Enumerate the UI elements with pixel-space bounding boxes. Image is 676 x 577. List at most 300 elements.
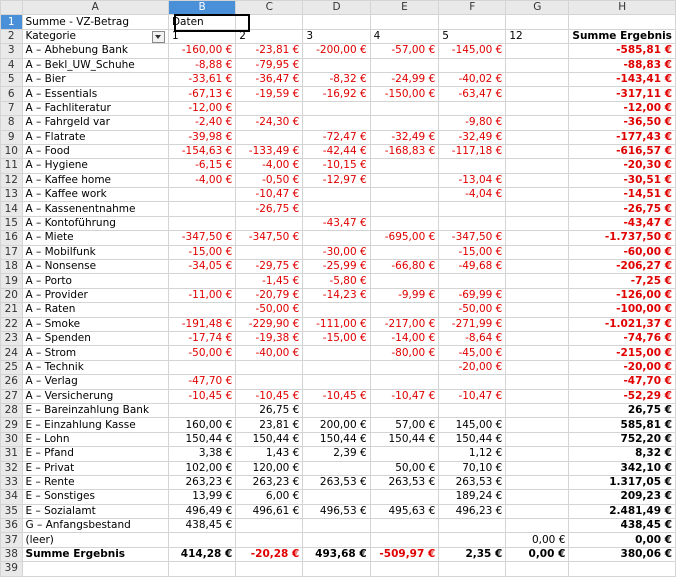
category-cell[interactable]: E – Privat: [22, 461, 168, 475]
value-cell[interactable]: [506, 461, 569, 475]
column-header-f[interactable]: F: [439, 1, 506, 15]
category-cell[interactable]: G – Anfangsbestand: [22, 519, 168, 533]
value-cell[interactable]: 150,44 €: [370, 432, 439, 446]
value-cell[interactable]: -67,13 €: [168, 87, 235, 101]
value-cell[interactable]: [506, 418, 569, 432]
value-cell[interactable]: [370, 360, 439, 374]
value-cell[interactable]: -50,00 €: [439, 303, 506, 317]
row-header[interactable]: 15: [1, 216, 23, 230]
value-cell[interactable]: [506, 303, 569, 317]
value-cell[interactable]: [506, 173, 569, 187]
value-cell[interactable]: [506, 159, 569, 173]
value-cell[interactable]: [439, 519, 506, 533]
cell[interactable]: [506, 562, 569, 576]
category-cell[interactable]: E – Lohn: [22, 432, 168, 446]
value-cell[interactable]: -160,00 €: [168, 44, 235, 58]
value-cell[interactable]: [506, 231, 569, 245]
row-total-cell[interactable]: 438,45 €: [569, 519, 676, 533]
value-cell[interactable]: [506, 317, 569, 331]
value-cell[interactable]: 1,12 €: [439, 447, 506, 461]
value-cell[interactable]: [439, 159, 506, 173]
category-cell[interactable]: A – Smoke: [22, 317, 168, 331]
value-cell[interactable]: [236, 101, 303, 115]
row-header[interactable]: 29: [1, 418, 23, 432]
value-cell[interactable]: [506, 116, 569, 130]
row-total-cell[interactable]: -12,00 €: [569, 101, 676, 115]
cell[interactable]: [439, 15, 506, 29]
row-header[interactable]: 21: [1, 303, 23, 317]
cell[interactable]: [22, 562, 168, 576]
value-cell[interactable]: -42,44 €: [303, 144, 370, 158]
value-cell[interactable]: [506, 216, 569, 230]
category-cell[interactable]: A – Spenden: [22, 331, 168, 345]
row-header[interactable]: 1: [1, 15, 23, 29]
value-cell[interactable]: -8,88 €: [168, 58, 235, 72]
value-cell[interactable]: [370, 188, 439, 202]
pivot-data-field-cell[interactable]: Daten: [168, 15, 235, 29]
cell[interactable]: [439, 562, 506, 576]
category-cell[interactable]: A – Mobilfunk: [22, 245, 168, 259]
value-cell[interactable]: -26,75 €: [236, 202, 303, 216]
value-cell[interactable]: -10,47 €: [439, 389, 506, 403]
category-cell[interactable]: A – Kaffee home: [22, 173, 168, 187]
cell[interactable]: [236, 562, 303, 576]
value-cell[interactable]: 496,61 €: [236, 504, 303, 518]
row-total-cell[interactable]: 0,00 €: [569, 533, 676, 547]
value-cell[interactable]: -12,97 €: [303, 173, 370, 187]
row-header[interactable]: 31: [1, 447, 23, 461]
value-cell[interactable]: [506, 346, 569, 360]
value-cell[interactable]: [439, 375, 506, 389]
value-cell[interactable]: 263,53 €: [370, 475, 439, 489]
value-cell[interactable]: [439, 58, 506, 72]
value-cell[interactable]: -6,15 €: [168, 159, 235, 173]
value-cell[interactable]: [506, 202, 569, 216]
category-cell[interactable]: E – Sonstiges: [22, 490, 168, 504]
value-cell[interactable]: -133,49 €: [236, 144, 303, 158]
value-cell[interactable]: -20,00 €: [439, 360, 506, 374]
value-cell[interactable]: -15,00 €: [168, 245, 235, 259]
value-cell[interactable]: -50,00 €: [168, 346, 235, 360]
value-cell[interactable]: [303, 519, 370, 533]
column-header-h[interactable]: H: [569, 1, 676, 15]
column-header-a[interactable]: A: [22, 1, 168, 15]
row-header[interactable]: 10: [1, 144, 23, 158]
pivot-column-header[interactable]: 12: [506, 29, 569, 43]
value-cell[interactable]: [506, 490, 569, 504]
value-cell[interactable]: -4,04 €: [439, 188, 506, 202]
grand-total-cell[interactable]: 414,28 €: [168, 547, 235, 561]
column-header-d[interactable]: D: [303, 1, 370, 15]
category-cell[interactable]: A – Fachliteratur: [22, 101, 168, 115]
value-cell[interactable]: [506, 72, 569, 86]
value-cell[interactable]: [168, 533, 235, 547]
value-cell[interactable]: [506, 188, 569, 202]
row-header[interactable]: 20: [1, 288, 23, 302]
value-cell[interactable]: [236, 533, 303, 547]
value-cell[interactable]: -40,00 €: [236, 346, 303, 360]
value-cell[interactable]: -9,80 €: [439, 116, 506, 130]
cell[interactable]: [236, 15, 303, 29]
value-cell[interactable]: [506, 389, 569, 403]
value-cell[interactable]: [370, 447, 439, 461]
value-cell[interactable]: 263,53 €: [439, 475, 506, 489]
category-cell[interactable]: E – Bareinzahlung Bank: [22, 403, 168, 417]
value-cell[interactable]: -8,64 €: [439, 331, 506, 345]
value-cell[interactable]: -72,47 €: [303, 130, 370, 144]
value-cell[interactable]: [370, 519, 439, 533]
value-cell[interactable]: 150,44 €: [168, 432, 235, 446]
grand-total-cell[interactable]: 2,35 €: [439, 547, 506, 561]
category-cell[interactable]: E – Sozialamt: [22, 504, 168, 518]
row-total-cell[interactable]: -52,29 €: [569, 389, 676, 403]
value-cell[interactable]: -168,83 €: [370, 144, 439, 158]
category-cell[interactable]: A – Abhebung Bank: [22, 44, 168, 58]
value-cell[interactable]: -15,00 €: [303, 331, 370, 345]
value-cell[interactable]: -19,59 €: [236, 87, 303, 101]
value-cell[interactable]: -14,00 €: [370, 331, 439, 345]
value-cell[interactable]: [506, 44, 569, 58]
row-header[interactable]: 4: [1, 58, 23, 72]
value-cell[interactable]: 150,44 €: [439, 432, 506, 446]
value-cell[interactable]: -10,47 €: [236, 188, 303, 202]
value-cell[interactable]: [168, 360, 235, 374]
row-header[interactable]: 26: [1, 375, 23, 389]
value-cell[interactable]: -1,45 €: [236, 274, 303, 288]
row-total-cell[interactable]: -1.021,37 €: [569, 317, 676, 331]
category-cell[interactable]: A – Raten: [22, 303, 168, 317]
value-cell[interactable]: -79,95 €: [236, 58, 303, 72]
category-cell[interactable]: A – Bier: [22, 72, 168, 86]
row-header[interactable]: 37: [1, 533, 23, 547]
value-cell[interactable]: 150,44 €: [303, 432, 370, 446]
value-cell[interactable]: -32,49 €: [370, 130, 439, 144]
row-header[interactable]: 11: [1, 159, 23, 173]
category-cell[interactable]: A – Fahrgeld var: [22, 116, 168, 130]
grand-total-cell[interactable]: 380,06 €: [569, 547, 676, 561]
row-header[interactable]: 23: [1, 331, 23, 345]
value-cell[interactable]: [236, 130, 303, 144]
cell[interactable]: [303, 562, 370, 576]
value-cell[interactable]: [370, 403, 439, 417]
category-cell[interactable]: A – Technik: [22, 360, 168, 374]
value-cell[interactable]: [506, 58, 569, 72]
value-cell[interactable]: [506, 274, 569, 288]
row-header[interactable]: 13: [1, 188, 23, 202]
grand-total-cell[interactable]: 493,68 €: [303, 547, 370, 561]
value-cell[interactable]: -50,00 €: [236, 303, 303, 317]
cell[interactable]: [303, 15, 370, 29]
row-header[interactable]: 22: [1, 317, 23, 331]
value-cell[interactable]: 6,00 €: [236, 490, 303, 504]
row-total-cell[interactable]: -74,76 €: [569, 331, 676, 345]
value-cell[interactable]: [168, 216, 235, 230]
row-header[interactable]: 12: [1, 173, 23, 187]
value-cell[interactable]: [236, 245, 303, 259]
value-cell[interactable]: -4,00 €: [168, 173, 235, 187]
value-cell[interactable]: [303, 403, 370, 417]
value-cell[interactable]: -19,38 €: [236, 331, 303, 345]
value-cell[interactable]: -347,50 €: [439, 231, 506, 245]
value-cell[interactable]: -32,49 €: [439, 130, 506, 144]
column-header-c[interactable]: C: [236, 1, 303, 15]
category-cell[interactable]: A – Kaffee work: [22, 188, 168, 202]
row-header[interactable]: 5: [1, 72, 23, 86]
category-cell[interactable]: A – Kassenentnahme: [22, 202, 168, 216]
grand-total-cell[interactable]: 0,00 €: [506, 547, 569, 561]
row-total-cell[interactable]: 2.481,49 €: [569, 504, 676, 518]
value-cell[interactable]: [370, 116, 439, 130]
value-cell[interactable]: -33,61 €: [168, 72, 235, 86]
value-cell[interactable]: 13,99 €: [168, 490, 235, 504]
value-cell[interactable]: -34,05 €: [168, 260, 235, 274]
value-cell[interactable]: [370, 490, 439, 504]
value-cell[interactable]: [439, 202, 506, 216]
value-cell[interactable]: 145,00 €: [439, 418, 506, 432]
value-cell[interactable]: [303, 375, 370, 389]
column-header-e[interactable]: E: [370, 1, 439, 15]
value-cell[interactable]: -15,00 €: [439, 245, 506, 259]
row-total-cell[interactable]: 209,23 €: [569, 490, 676, 504]
row-header[interactable]: 25: [1, 360, 23, 374]
value-cell[interactable]: -29,75 €: [236, 260, 303, 274]
row-total-cell[interactable]: 1.317,05 €: [569, 475, 676, 489]
row-header[interactable]: 18: [1, 260, 23, 274]
value-cell[interactable]: -63,47 €: [439, 87, 506, 101]
value-cell[interactable]: -695,00 €: [370, 231, 439, 245]
row-total-cell[interactable]: -126,00 €: [569, 288, 676, 302]
value-cell[interactable]: [303, 346, 370, 360]
value-cell[interactable]: [168, 274, 235, 288]
category-cell[interactable]: E – Pfand: [22, 447, 168, 461]
value-cell[interactable]: 160,00 €: [168, 418, 235, 432]
value-cell[interactable]: [168, 403, 235, 417]
value-cell[interactable]: -40,02 €: [439, 72, 506, 86]
value-cell[interactable]: [439, 403, 506, 417]
row-header[interactable]: 6: [1, 87, 23, 101]
value-cell[interactable]: -69,99 €: [439, 288, 506, 302]
category-cell[interactable]: A – Verlag: [22, 375, 168, 389]
row-total-cell[interactable]: -26,75 €: [569, 202, 676, 216]
column-header-g[interactable]: G: [506, 1, 569, 15]
pivot-row-field-cell[interactable]: [22, 29, 168, 43]
row-total-cell[interactable]: -20,00 €: [569, 360, 676, 374]
value-cell[interactable]: 263,53 €: [303, 475, 370, 489]
category-cell[interactable]: A – Bekl_UW_Schuhe: [22, 58, 168, 72]
row-total-cell[interactable]: 752,20 €: [569, 432, 676, 446]
value-cell[interactable]: -111,00 €: [303, 317, 370, 331]
category-cell[interactable]: A – Strom: [22, 346, 168, 360]
cell[interactable]: [506, 15, 569, 29]
row-header[interactable]: 9: [1, 130, 23, 144]
value-cell[interactable]: -200,00 €: [303, 44, 370, 58]
category-cell[interactable]: A – Porto: [22, 274, 168, 288]
row-total-cell[interactable]: -177,43 €: [569, 130, 676, 144]
value-cell[interactable]: 3,38 €: [168, 447, 235, 461]
value-cell[interactable]: [303, 303, 370, 317]
row-header[interactable]: 30: [1, 432, 23, 446]
value-cell[interactable]: -10,45 €: [168, 389, 235, 403]
row-header[interactable]: 28: [1, 403, 23, 417]
value-cell[interactable]: [439, 216, 506, 230]
value-cell[interactable]: -11,00 €: [168, 288, 235, 302]
value-cell[interactable]: -36,47 €: [236, 72, 303, 86]
value-cell[interactable]: [236, 216, 303, 230]
row-total-cell[interactable]: -20,30 €: [569, 159, 676, 173]
value-cell[interactable]: 150,44 €: [236, 432, 303, 446]
value-cell[interactable]: 2,39 €: [303, 447, 370, 461]
category-cell[interactable]: A – Essentials: [22, 87, 168, 101]
row-header[interactable]: 38: [1, 547, 23, 561]
value-cell[interactable]: [506, 475, 569, 489]
row-total-cell[interactable]: -317,11 €: [569, 87, 676, 101]
row-header[interactable]: 16: [1, 231, 23, 245]
value-cell[interactable]: -49,68 €: [439, 260, 506, 274]
value-cell[interactable]: -117,18 €: [439, 144, 506, 158]
category-cell[interactable]: E – Rente: [22, 475, 168, 489]
value-cell[interactable]: [506, 403, 569, 417]
row-total-cell[interactable]: -88,83 €: [569, 58, 676, 72]
row-total-cell[interactable]: -14,51 €: [569, 188, 676, 202]
value-cell[interactable]: [439, 101, 506, 115]
value-cell[interactable]: -43,47 €: [303, 216, 370, 230]
value-cell[interactable]: -10,45 €: [303, 389, 370, 403]
value-cell[interactable]: [303, 533, 370, 547]
value-cell[interactable]: 263,23 €: [168, 475, 235, 489]
value-cell[interactable]: [506, 504, 569, 518]
value-cell[interactable]: 496,23 €: [439, 504, 506, 518]
row-header[interactable]: 32: [1, 461, 23, 475]
pivot-column-header[interactable]: 3: [303, 29, 370, 43]
category-cell[interactable]: A – Hygiene: [22, 159, 168, 173]
value-cell[interactable]: -30,00 €: [303, 245, 370, 259]
cell[interactable]: [370, 15, 439, 29]
value-cell[interactable]: [236, 519, 303, 533]
row-total-cell[interactable]: 26,75 €: [569, 403, 676, 417]
value-cell[interactable]: [168, 202, 235, 216]
cell[interactable]: [569, 15, 676, 29]
category-cell[interactable]: A – Food: [22, 144, 168, 158]
value-cell[interactable]: [303, 461, 370, 475]
value-cell[interactable]: [370, 533, 439, 547]
value-cell[interactable]: 57,00 €: [370, 418, 439, 432]
value-cell[interactable]: [370, 159, 439, 173]
value-cell[interactable]: -66,80 €: [370, 260, 439, 274]
row-total-cell[interactable]: -43,47 €: [569, 216, 676, 230]
value-cell[interactable]: 120,00 €: [236, 461, 303, 475]
value-cell[interactable]: [303, 231, 370, 245]
value-cell[interactable]: [370, 303, 439, 317]
row-header[interactable]: 2: [1, 29, 23, 43]
value-cell[interactable]: [506, 245, 569, 259]
row-header[interactable]: 27: [1, 389, 23, 403]
row-total-cell[interactable]: -60,00 €: [569, 245, 676, 259]
value-cell[interactable]: -10,47 €: [370, 389, 439, 403]
value-cell[interactable]: [303, 58, 370, 72]
row-total-cell[interactable]: -30,51 €: [569, 173, 676, 187]
value-cell[interactable]: [303, 188, 370, 202]
row-total-cell[interactable]: 585,81 €: [569, 418, 676, 432]
value-cell[interactable]: [168, 303, 235, 317]
value-cell[interactable]: -2,40 €: [168, 116, 235, 130]
category-cell[interactable]: (leer): [22, 533, 168, 547]
cell[interactable]: [569, 562, 676, 576]
row-header[interactable]: 8: [1, 116, 23, 130]
value-cell[interactable]: -217,00 €: [370, 317, 439, 331]
row-total-cell[interactable]: -585,81 €: [569, 44, 676, 58]
value-cell[interactable]: [370, 274, 439, 288]
value-cell[interactable]: -9,99 €: [370, 288, 439, 302]
value-cell[interactable]: 438,45 €: [168, 519, 235, 533]
row-header[interactable]: 36: [1, 519, 23, 533]
value-cell[interactable]: -24,30 €: [236, 116, 303, 130]
row-header[interactable]: 17: [1, 245, 23, 259]
value-cell[interactable]: [506, 432, 569, 446]
row-total-cell[interactable]: -206,27 €: [569, 260, 676, 274]
pivot-title-cell[interactable]: Summe - VZ-Betrag: [22, 15, 168, 29]
value-cell[interactable]: -347,50 €: [168, 231, 235, 245]
category-cell[interactable]: A – Kontoführung: [22, 216, 168, 230]
value-cell[interactable]: [506, 144, 569, 158]
value-cell[interactable]: [370, 202, 439, 216]
row-total-cell[interactable]: 342,10 €: [569, 461, 676, 475]
value-cell[interactable]: [506, 101, 569, 115]
value-cell[interactable]: -10,45 €: [236, 389, 303, 403]
value-cell[interactable]: 495,63 €: [370, 504, 439, 518]
value-cell[interactable]: [370, 173, 439, 187]
value-cell[interactable]: -45,00 €: [439, 346, 506, 360]
value-cell[interactable]: [168, 188, 235, 202]
category-cell[interactable]: E – Einzahlung Kasse: [22, 418, 168, 432]
value-cell[interactable]: [506, 288, 569, 302]
row-total-cell[interactable]: -1.737,50 €: [569, 231, 676, 245]
value-cell[interactable]: [506, 331, 569, 345]
value-cell[interactable]: [506, 360, 569, 374]
grand-total-cell[interactable]: -509,97 €: [370, 547, 439, 561]
value-cell[interactable]: [370, 101, 439, 115]
row-total-cell[interactable]: -47,70 €: [569, 375, 676, 389]
row-total-cell[interactable]: -215,00 €: [569, 346, 676, 360]
row-total-cell[interactable]: -143,41 €: [569, 72, 676, 86]
value-cell[interactable]: 189,24 €: [439, 490, 506, 504]
row-header[interactable]: 39: [1, 562, 23, 576]
value-cell[interactable]: [506, 260, 569, 274]
row-total-cell[interactable]: -100,00 €: [569, 303, 676, 317]
value-cell[interactable]: -347,50 €: [236, 231, 303, 245]
row-total-cell[interactable]: 8,32 €: [569, 447, 676, 461]
filter-dropdown-icon[interactable]: [152, 31, 165, 43]
value-cell[interactable]: -154,63 €: [168, 144, 235, 158]
value-cell[interactable]: -16,92 €: [303, 87, 370, 101]
value-cell[interactable]: -80,00 €: [370, 346, 439, 360]
category-cell[interactable]: A – Versicherung: [22, 389, 168, 403]
pivot-column-header[interactable]: 2: [236, 29, 303, 43]
value-cell[interactable]: 70,10 €: [439, 461, 506, 475]
value-cell[interactable]: -4,00 €: [236, 159, 303, 173]
row-header[interactable]: 35: [1, 504, 23, 518]
value-cell[interactable]: [370, 216, 439, 230]
column-header-b[interactable]: B: [168, 1, 235, 15]
pivot-column-header[interactable]: 4: [370, 29, 439, 43]
value-cell[interactable]: [506, 375, 569, 389]
category-cell[interactable]: A – Miete: [22, 231, 168, 245]
row-header[interactable]: 24: [1, 346, 23, 360]
value-cell[interactable]: [236, 360, 303, 374]
value-cell[interactable]: 102,00 €: [168, 461, 235, 475]
value-cell[interactable]: 1,43 €: [236, 447, 303, 461]
value-cell[interactable]: -47,70 €: [168, 375, 235, 389]
category-cell[interactable]: A – Flatrate: [22, 130, 168, 144]
